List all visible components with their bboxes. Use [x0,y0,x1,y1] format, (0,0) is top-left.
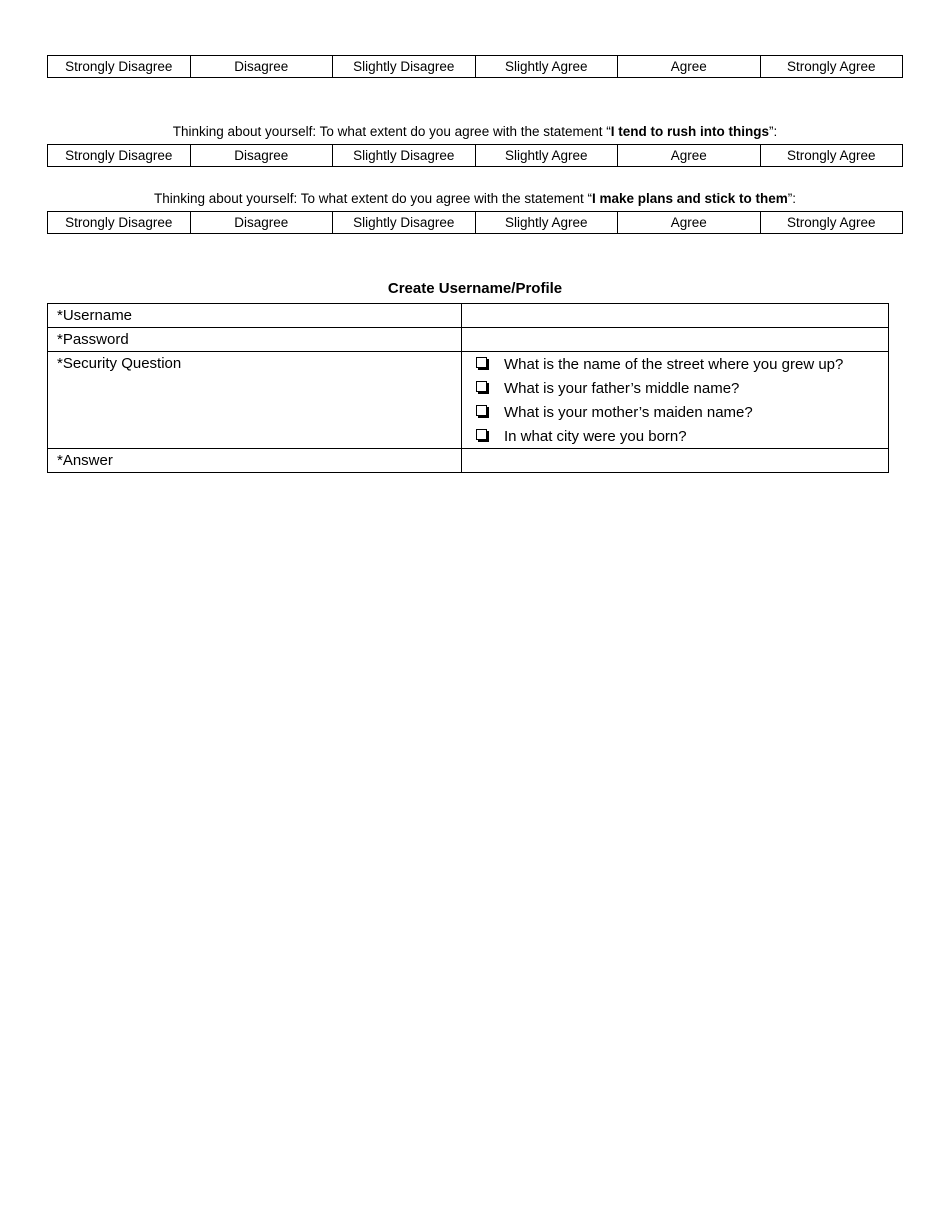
scale-option-slightly-agree[interactable]: Slightly Agree [475,145,618,167]
question-suffix: ”: [787,191,797,206]
likert-scale-2 [47,144,903,167]
security-option-label: In what city were you born? [504,427,687,445]
security-option-father-middle-name[interactable] [476,376,888,400]
scale-option-slightly-agree[interactable]: Slightly Agree [475,56,618,78]
checkbox-icon[interactable] [476,357,487,368]
question-statement: I tend to rush into things [610,124,769,139]
scale-option-slightly-agree[interactable]: Slightly Agree [475,212,618,234]
security-option-label: What is your mother’s maiden name? [504,403,753,421]
scale-option-disagree[interactable]: Disagree [190,56,333,78]
scale-option-strongly-disagree[interactable]: Strongly Disagree [48,56,191,78]
password-field[interactable] [462,328,889,352]
security-question-options [462,352,889,449]
answer-label: *Answer [48,449,462,473]
question-statement: I make plans and stick to them [591,191,788,206]
question-prefix: Thinking about yourself: To what extent do you agree with the statement “ [153,191,592,206]
security-option-street[interactable] [476,352,888,376]
scale-option-agree[interactable]: Agree [618,212,761,234]
checkbox-icon[interactable] [476,381,487,392]
scale-option-slightly-disagree[interactable]: Slightly Disagree [333,145,476,167]
scale-option-agree[interactable]: Agree [618,145,761,167]
scale-option-strongly-disagree[interactable]: Strongly Disagree [48,212,191,234]
checkbox-icon[interactable] [476,405,487,416]
scale-option-disagree[interactable]: Disagree [190,212,333,234]
security-option-label: What is your father’s middle name? [504,379,740,397]
security-question-row [48,352,889,449]
username-label: *Username [48,304,462,328]
question-prefix: Thinking about yourself: To what extent do you agree with the statement “ [172,124,611,139]
likert-scale-1 [47,55,903,78]
scale-option-strongly-agree[interactable]: Strongly Agree [760,56,903,78]
security-option-mother-maiden-name[interactable] [476,400,888,424]
security-question-label: *Security Question [48,352,462,449]
answer-field[interactable] [462,449,889,473]
profile-form [47,303,889,473]
scale-option-strongly-agree[interactable]: Strongly Agree [760,212,903,234]
question-make-plans [47,190,903,208]
scale-option-agree[interactable]: Agree [618,56,761,78]
password-label: *Password [48,328,462,352]
scale-option-disagree[interactable]: Disagree [190,145,333,167]
scale-option-slightly-disagree[interactable]: Slightly Disagree [333,212,476,234]
security-option-birth-city[interactable] [476,424,888,448]
likert-scale-3 [47,211,903,234]
answer-row [48,449,889,473]
profile-section-title: Create Username/Profile [387,280,563,297]
question-suffix: ”: [769,124,778,139]
scale-option-slightly-disagree[interactable]: Slightly Disagree [333,56,476,78]
scale-option-strongly-disagree[interactable]: Strongly Disagree [48,145,191,167]
security-option-label: What is the name of the street where you grew up? [504,355,844,373]
username-field[interactable] [462,304,889,328]
username-row [48,304,889,328]
question-rush-into-things [47,123,903,141]
checkbox-icon[interactable] [476,429,487,440]
scale-option-strongly-agree[interactable]: Strongly Agree [760,145,903,167]
password-row [48,328,889,352]
